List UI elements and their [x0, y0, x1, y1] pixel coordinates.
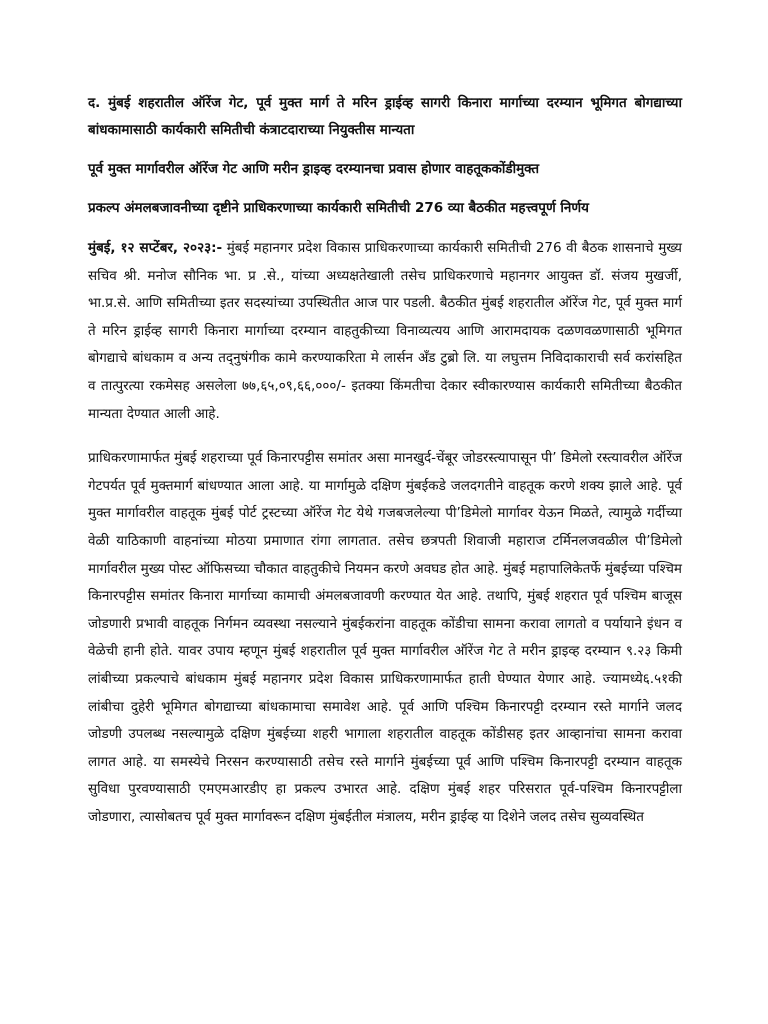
press-release-page [88, 90, 682, 831]
decision-heading: प्रकल्प अंमलबजावनीच्या दृष्टीने प्राधिकरणाच्या कार्यकारी समितीची 276 व्या बैठकीत महत्त्वपूर्ण निर्णय [88, 200, 590, 216]
headline: द. मुंबई शहरातील ऑरेंज गेट, पूर्व मुक्त मार्ग ते मरिन ड्राईव्ह सागरी किनारा मार्गाच्या दरम्यान भूमिगत बोगद्याच्या बांधकामासाठी कार्यकारी समितीची कंत्राटदाराच्या नियुक्तीस मान्यता [88, 95, 682, 138]
project-background-paragraph: प्राधिकरणामार्फत मुंबई शहराच्या पूर्व किनारपट्टीस समांतर असा मानखुर्द-चेंबूर जोडरस्त्यापासून पी’ डिमेलो रस्त्यावरील ऑरेंज गेटपर्यत पूर्व मुक्तमार्ग बांधण्यात आला आहे. या मार्गामुळे दक्षिण मुंबईकडे जलदगतीने वाहतूक करणे शक्य झाले आहे. पूर्व मुक्त मार्गावरील वाहतूक मुंबई पोर्ट ट्रस्टच्या ऑरेंज गेट येथे गजबजलेल्या पी’डिमेलो मार्गावर येऊन मिळते, त्यामुळे गर्दीच्या वेळी याठिकाणी वाहनांच्या मोठया प्रमाणात रांगा लागतात. तसेच छत्रपती शिवाजी महाराज टर्मिनलजवळील पी’डिमेलो मार्गावरील मुख्य पोस्ट ऑफिसच्या चौकात वाहतुकीचे नियमन करणे अवघड होत आहे. मुंबई महापालिकेतर्फे मुंबईच्या पश्चिम किनारपट्टीस समांतर किनारा मार्गाच्या कामाची अंमलबजावणी करण्यात येत आहे. तथापि, मुंबई शहरात पूर्व पश्चिम बाजूस जोडणारी प्रभावी वाहतूक निर्गमन व्यवस्था नसल्याने मुंबईकरांना वाहतूक कोंडीचा सामना करावा लागतो व पर्यायाने इंधन व वेळेची हानी होते. यावर उपाय म्हणून मुंबई शहरातील पूर्व मुक्त मार्गावरील ऑरेंज गेट ते मरीन ड्राइव्ह दरम्यान ९.२३ किमी लांबीच्या प्रकल्पाचे बांधकाम मुंबई महानगर प्रदेश विकास प्राधिकरणामार्फत हाती घेण्यात येणार आहे. ज्यामध्ये६.५१की लांबीचा दुहेरी भूमिगत बोगद्याच्या बांधकामाचा समावेश आहे. पूर्व आणि पश्चिम किनारपट्टी दरम्यान रस्ते मार्गाने जलद जोडणी उपलब्ध नसल्यामुळे दक्षिण मुंबईच्या शहरी भागाला शहरातील वाहतूक कोंडीसह इतर आव्हानांचा सामना करावा लागत आहे. या समस्येचे निरसन करण्यासाठी तसेच रस्ते मार्गाने मुंबईच्या पूर्व आणि पश्चिम किनारपट्टी दरम्यान वाहतूक सुविधा पुरवण्यासाठी एमएमआरडीए हा प्रकल्प उभारत आहे. दक्षिण मुंबई शहर परिसरात पूर्व-पश्चिम किनारपट्टीला जोडणारा, त्यासोबतच पूर्व मुक्त मार्गावरून दक्षिण मुंबईतील मंत्रालय, मरीन ड्राईव्ह या दिशेने जलद तसेच सुव्यवस्थित [88, 450, 682, 825]
intro-paragraph-text: मुंबई महानगर प्रदेश विकास प्राधिकरणाच्या कार्यकारी समितीची 276 वी बैठक शासनाचे मुख्य सचिव श्री. मनोज सौनिक भा. प्र .से., यांच्या अध्यक्षतेखाली तसेच प्राधिकरणाचे महानगर आयुक्त डॉ. संजय मुखर्जी, भा.प्र.से. आणि समितीच्या इतर सदस्यांच्या उपस्थितीत आज पार पडली. बैठकीत मुंबई शहरातील ऑरेंज गेट, पूर्व मुक्त मार्ग ते मरिन ड्राईव्ह सागरी किनारा मार्गाच्या दरम्यान वाहतुकीच्या विनाव्यत्यय आणि आरामदायक दळणवळणासाठी भूमिगत बोगद्याचे बांधकाम व अन्य तद्नुषंगीक कामे करण्याकरिता मे लार्सन अँड टुब्रो लि. या लघुत्तम निविदाकाराची सर्व करांसहित व तात्पुरत्या रकमेसह असलेला ७७,६५,०९,६६,०००/- इतक्या किंमतीचा देकार स्वीकारण्यास कार्यकारी समितीच्या बैठकीत मान्यता देण्यात आली आहे. [88, 240, 682, 422]
subheadline: पूर्व मुक्त मार्गावरील ऑरेंज गेट आणि मरीन ड्राइव्ह दरम्यानचा प्रवास होणार वाहतूककोंडीमुक्त [88, 161, 540, 177]
dateline: मुंबई, १२ सप्टेंबर, २०२३:- [88, 240, 223, 256]
intro-paragraph [88, 235, 682, 428]
